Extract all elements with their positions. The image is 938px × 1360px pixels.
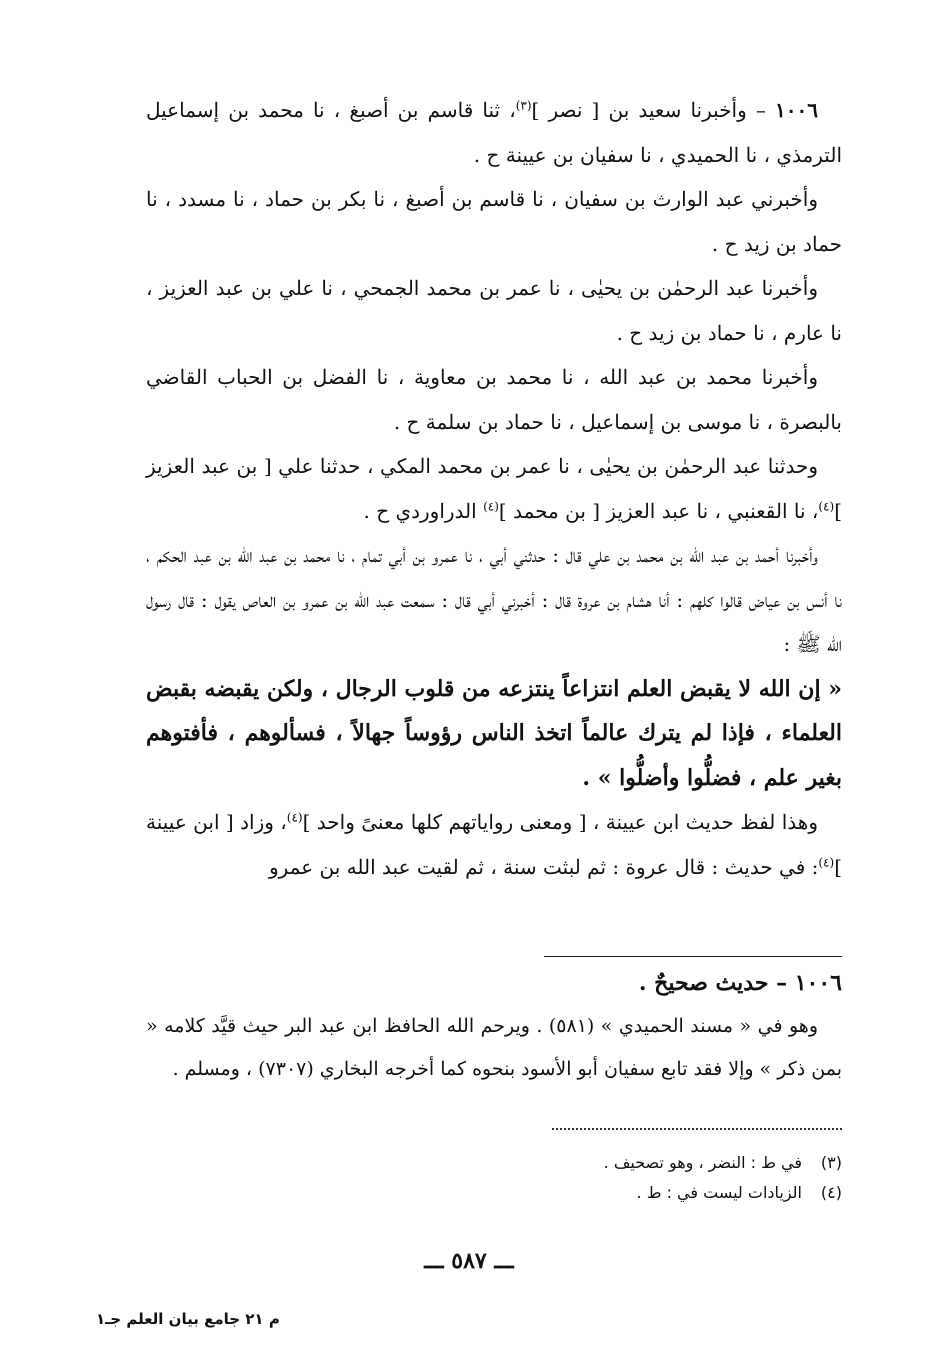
footnote xyxy=(242,1148,842,1178)
paragraph-text: وهذا لفظ حديث ابن عيينة ، [ ومعنى رواياتهم كلها معنىً واحد ] xyxy=(302,810,819,834)
footnote-ref: (٤) xyxy=(818,498,835,513)
paragraph-text: وحدثنا عبد الرحمٰن بن يحيٰى ، نا عمر بن محمد المكي ، حدثنا علي [ بن عبد العزيز ] xyxy=(146,454,842,523)
footnote-ref: (٣) xyxy=(515,98,532,113)
paragraph-text: ، وزاد [ ابن عيينة ] xyxy=(146,810,842,879)
footnote-number: (٣) xyxy=(820,1153,842,1172)
footnote xyxy=(242,1178,842,1208)
dotted-divider xyxy=(552,1128,842,1130)
hadith-number: ١٠٠٦ xyxy=(775,98,819,122)
footnote-ref: (٤) xyxy=(286,810,303,825)
paragraph-1006 xyxy=(146,88,842,177)
paragraph-chain-4: وأخبرنا محمد بن عبد الله ، نا محمد بن معاوية ، نا الفضل بن الحباب القاضي بالبصرة ، نا موسى بن إسماعيل ، نا حماد بن سلمة ح . xyxy=(146,365,842,434)
page-number: ـــ ٥٨٧ ـــ xyxy=(424,1248,514,1274)
main-text xyxy=(146,88,842,889)
paragraph-note xyxy=(146,800,842,889)
paragraph-text: ، ثنا قاسم بن أصبغ ، نا محمد بن إسماعيل الترمذي ، نا الحميدي ، نا سفيان بن عيينة ح . xyxy=(146,98,842,167)
footnote-ref: (٤) xyxy=(483,498,499,513)
footnotes xyxy=(242,1148,842,1208)
paragraph-text: ، نا القعنبي ، نا عبد العزيز [ بن محمد ] xyxy=(498,498,819,523)
paragraph-text: – وأخبرنا سعيد بن [ نصر ] xyxy=(531,98,776,122)
footnote-text: في ط : النضر ، وهو تصحيف . xyxy=(603,1153,802,1172)
commentary-body: وهو في « مسند الحميدي » (٥٨١) . ويرحم الله الحافظ ابن عبد البر حيث قيَّد كلامه « بمن ذكر » وإلا فقد تابع سفيان أبو الأسود بنحوه كما أخرجه البخاري (٧٣٠٧) ، ومسلم . xyxy=(146,1015,842,1080)
commentary xyxy=(146,962,842,1091)
printer-signature: م ٢١ جامع بيان العلم جـ١ xyxy=(96,1310,280,1328)
hadith-text: « إن الله لا يقبض العلم انتزاعاً ينتزعه من قلوب الرجال ، ولكن يقبضه بقبض العلماء ، فإذا لم يترك عالماً اتخذ الناس رؤوساً جهالاً ، فسألوهم ، فأفتوهم بغير علم ، فضلُّوا وأضلُّوا » . xyxy=(146,675,842,791)
paragraph-text: : في حديث : قال عروة : ثم لبثت سنة ، ثم لقيت عبد الله بن عمرو xyxy=(268,854,819,879)
footnote-number: (٤) xyxy=(820,1183,842,1202)
footnote-ref: (٤) xyxy=(818,854,835,869)
paragraph-text: الدراوردي ح . xyxy=(363,498,484,523)
paragraph-chain-3: وأخبرنا عبد الرحمٰن بن يحيٰى ، نا عمر بن محمد الجمحي ، نا علي بن عبد العزيز ، نا عارم ، نا حماد بن زيد ح . xyxy=(146,276,842,345)
paragraph-chain-6: وأخبرنا أحمد بن عبد الله بن محمد بن علي قال : حدثني أبي ، نا عمرو بن أبي تمام ، نا محمد بن عبد الله بن عبد الحكم ، نا أنس بن عياض قالوا كلهم : أنا هشام بن عروة قال : أخبرني أبي قال : سمعت عبد الله بن عمرو بن العاص يقول : قال رسول الله ﷺ : xyxy=(146,543,842,656)
commentary-heading: ١٠٠٦ – حديث صحيحٌ . xyxy=(638,970,842,996)
footnote-text: الزيادات ليست في : ط . xyxy=(636,1183,802,1202)
paragraph-chain-2: وأخبرني عبد الوارث بن سفيان ، نا قاسم بن أصبغ ، نا بكر بن حماد ، نا مسدد ، نا حماد بن زيد ح . xyxy=(146,187,842,256)
paragraph-chain-5 xyxy=(146,444,842,533)
footnote-separator xyxy=(544,956,842,957)
